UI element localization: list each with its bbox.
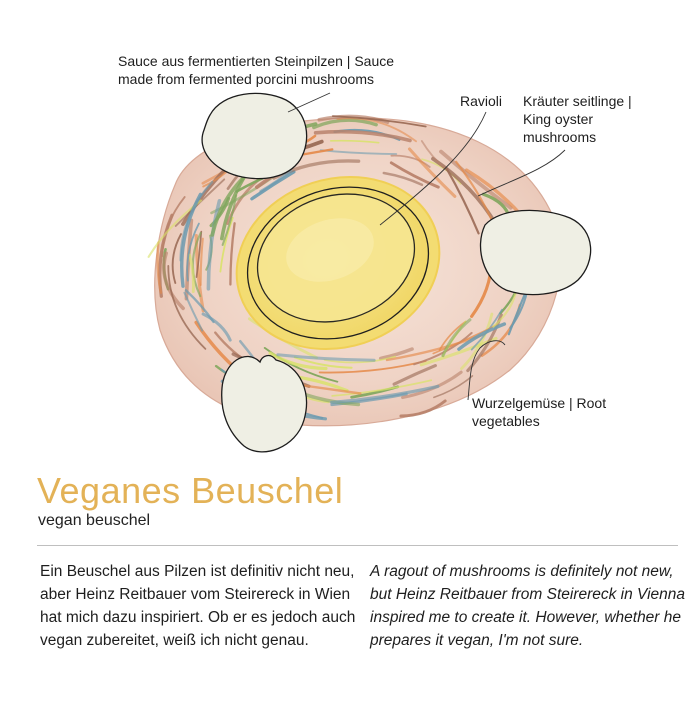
description-german: Ein Beuschel aus Pilzen ist definitiv nicht neu, aber Heinz Reitbauer vom Steirereck in Wien hat mich dazu inspiriert. Ob er es jedoch auch vegan zubereitet, weiß ich nicht genau. bbox=[40, 563, 356, 649]
description-english: A ragout of mushrooms is definitely not new, but Heinz Reitbauer from Steirereck in Vienna inspired me to create it. However, whether he prepares it vegan, I'm not sure. bbox=[370, 563, 686, 649]
label-root-vegetables: Wurzelgemüse | Root vegetables bbox=[472, 395, 607, 429]
recipe-subtitle: vegan beuschel bbox=[38, 512, 151, 529]
divider bbox=[37, 545, 678, 546]
recipe-title: Veganes Beuschel bbox=[37, 470, 344, 511]
label-king-oyster: Kräuter seitlinge | King oyster mushrooms bbox=[523, 93, 632, 145]
label-sauce: Sauce aus fermentierten Steinpilzen | Sauce made from fermented porcini mushrooms bbox=[118, 53, 395, 87]
label-ravioli: Ravioli bbox=[460, 93, 503, 109]
